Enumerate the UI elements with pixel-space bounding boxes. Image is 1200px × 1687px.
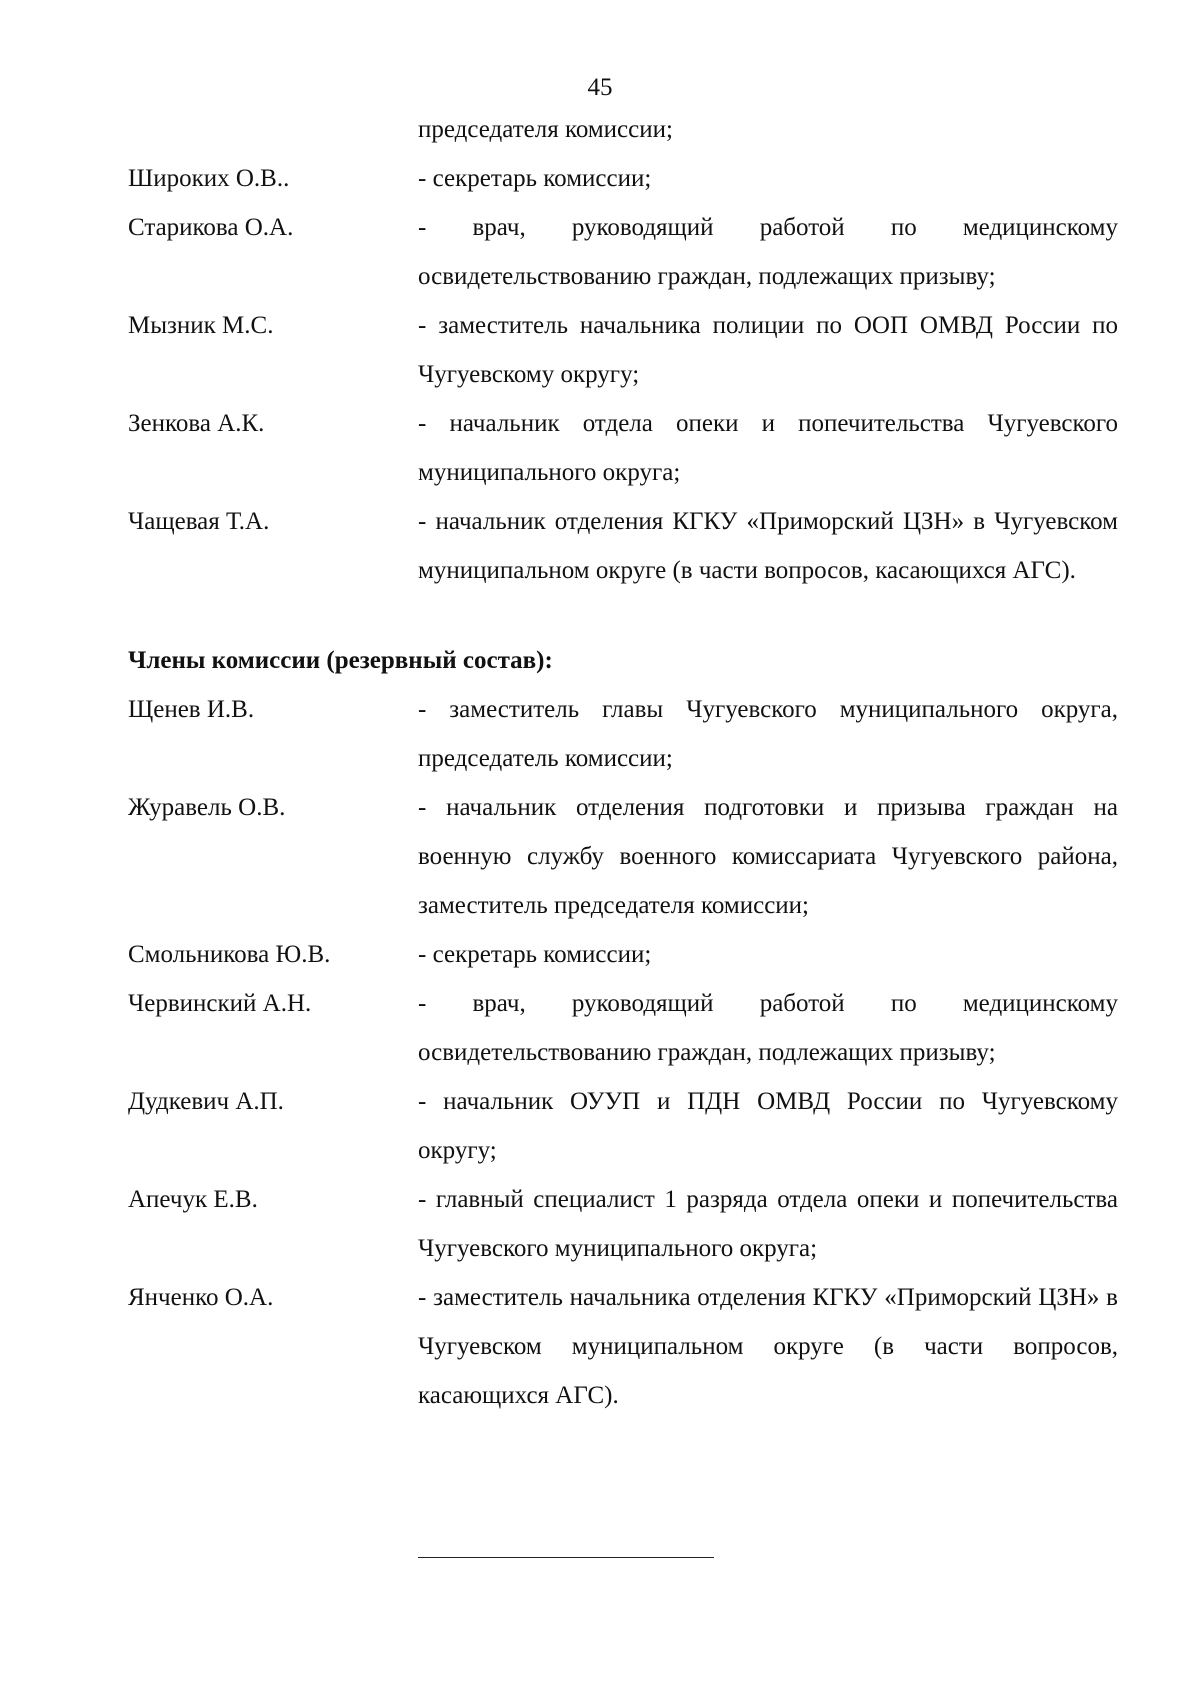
list-item <box>128 203 1118 301</box>
member-role: - заместитель главы Чугуевского муниципального округа, председатель комиссии; <box>418 696 1118 772</box>
member-name: Червинский А.Н. <box>128 990 312 1017</box>
member-name: Дудкевич А.П. <box>128 1088 284 1115</box>
list-item <box>128 979 1118 1077</box>
member-role: - врач, руководящий работой по медицинскому освидетельствованию граждан, подлежащих призыву; <box>418 990 1118 1066</box>
document-body <box>128 105 1118 1420</box>
list-item <box>128 497 1118 595</box>
member-name: Апечук Е.В. <box>128 1186 258 1213</box>
end-divider <box>418 1557 714 1558</box>
member-role: - начальник отделения КГКУ «Приморский ЦЗН» в Чугуевском муниципальном округе (в части вопросов, касающихся АГС). <box>418 508 1118 584</box>
member-name: Журавель О.В. <box>128 794 286 821</box>
page-number: 45 <box>587 74 613 101</box>
member-role: - начальник ОУУП и ПДН ОМВД России по Чугуевскому округу; <box>418 1088 1118 1164</box>
member-name: Смольникова Ю.В. <box>128 941 331 968</box>
list-item <box>128 783 1118 930</box>
member-name: Зенкова А.К. <box>128 410 265 437</box>
list-item <box>128 1077 1118 1175</box>
member-name: Мызник М.С. <box>128 312 274 339</box>
list-item <box>128 1175 1118 1273</box>
member-role: - начальник отдела опеки и попечительства Чугуевского муниципального округа; <box>418 410 1118 486</box>
member-name <box>128 105 418 154</box>
list-item <box>128 105 1118 154</box>
member-role: - секретарь комиссии; <box>418 165 652 192</box>
member-role: - врач, руководящий работой по медицинскому освидетельствованию граждан, подлежащих призыву; <box>418 214 1118 290</box>
list-item <box>128 301 1118 399</box>
member-name: Старикова О.А. <box>128 214 294 241</box>
member-name: Чащевая Т.А. <box>128 508 270 535</box>
list-item <box>128 930 1118 979</box>
member-name: Широких О.В.. <box>128 165 290 192</box>
member-role: - главный специалист 1 разряда отдела опеки и попечительства Чугуевского муниципального округа; <box>418 1186 1118 1262</box>
section-heading: Члены комиссии (резервный состав): <box>128 647 553 674</box>
list-item <box>128 154 1118 203</box>
member-role: - секретарь комиссии; <box>418 941 652 968</box>
member-role: - начальник отделения подготовки и призыва граждан на военную службу военного комиссариата Чугуевского района, заместитель председателя комиссии; <box>418 794 1118 919</box>
member-name: Янченко О.А. <box>128 1284 274 1311</box>
member-name: Щенев И.В. <box>128 696 255 723</box>
list-item <box>128 399 1118 497</box>
member-role: - заместитель начальника отделения КГКУ «Приморский ЦЗН» в Чугуевском муниципальном округе (в части вопросов, касающихся АГС). <box>418 1284 1118 1409</box>
member-role: председателя комиссии; <box>418 116 673 143</box>
member-role: - заместитель начальника полиции по ООП ОМВД России по Чугуевскому округу; <box>418 312 1118 388</box>
list-item <box>128 1273 1118 1420</box>
list-item <box>128 685 1118 783</box>
